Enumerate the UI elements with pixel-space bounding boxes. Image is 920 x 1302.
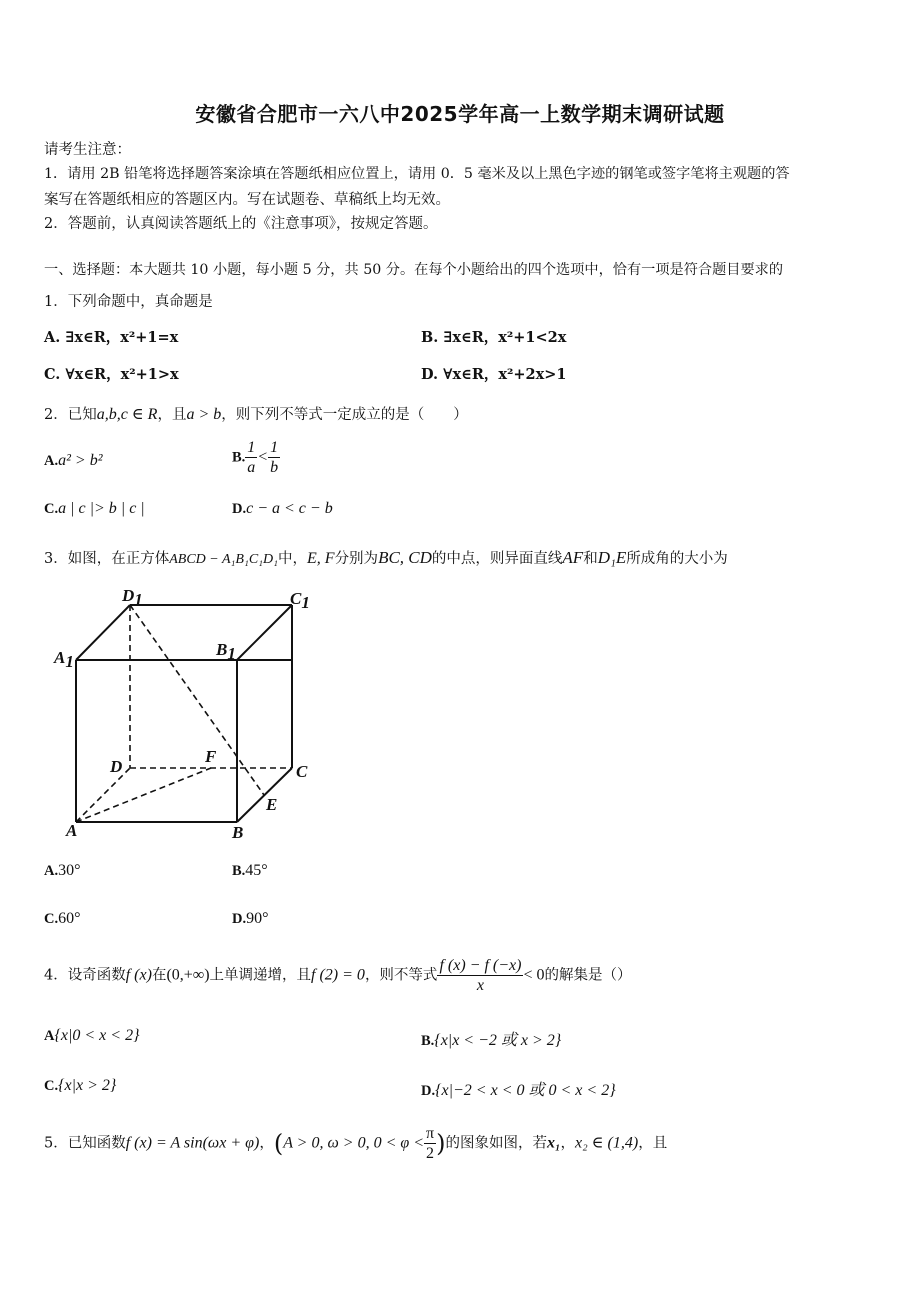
q5-pi-over-2: $\frac{\pi}{2}$: [426, 1125, 435, 1162]
q5-stem: 5．已知函数f (x) = A sin(ωx + φ)，(A > 0, ω > 0, 0 < φ < $\frac{\pi}{2}$ )的图象如图，若x₁，x₂ ∈ (1,4)，且: [44, 1125, 668, 1162]
q2-option-b-op: <: [257, 448, 269, 466]
notice-heading: 请考生注意：: [44, 142, 131, 158]
edge-a1d1: [76, 605, 130, 660]
q4-stem: 4．设奇函数f (x)在(0,+∞)上单调递增，且f (2) = 0，则不等式 $\frac{f (x) - f (-x)}{x}$ < 0的解集是（）: [44, 957, 632, 994]
q2-option-c-label: C.: [44, 501, 59, 517]
q2-option-d-text: c − a < c − b: [246, 500, 333, 517]
q2-stem: [44, 403, 468, 424]
label-d: D: [110, 757, 123, 776]
q2-stem-a: 2．已知: [44, 407, 97, 423]
label-b: B: [232, 823, 244, 842]
edge-ad: [76, 768, 130, 822]
q2-option-a-label: A.: [44, 453, 59, 469]
q3-option-d: D.90°: [232, 910, 269, 927]
notice-line-1b: 案写在答题纸相应的答题区内。写在试题卷、草稿纸上均无效。: [44, 192, 450, 208]
q2-stem-b: ，且: [157, 407, 187, 423]
q2-option-c: [44, 500, 145, 518]
q2-vars: a,b,c ∈ R: [96, 406, 158, 423]
label-f: F: [205, 747, 217, 766]
segment-af: [76, 768, 211, 822]
q4-fraction: $\frac{f (x) - f (-x)}{x}$: [439, 957, 522, 994]
q1-option-b: B. ∃x∈R，x²+1<2x: [421, 329, 567, 346]
q1-option-d: D. ∀x∈R，x²+2x>1: [421, 366, 567, 383]
q2-stem-c: ，则下列不等式一定成立的是（ ）: [221, 407, 468, 423]
q4-option-b: B.{x|x < −2 或 x > 2}: [421, 1032, 562, 1049]
q2-option-b-frac2: $\frac{1}{b}$: [270, 439, 279, 476]
q2-option-c-text: a | c |> b | c |: [58, 500, 145, 517]
q2-option-b: [232, 438, 280, 477]
page-title: 安徽省合肥市一六八中2025学年高一上数学期末调研试题: [195, 102, 725, 126]
label-e: E: [266, 795, 278, 814]
label-d1: D1: [122, 586, 143, 609]
q2-option-a: [44, 452, 103, 470]
notice-line-1a: 1．请用 2B 铅笔将选择题答案涂填在答题纸相应位置上，请用 0．5 毫米及以上黑色字迹的钢笔或签字笔将主观题的答: [44, 166, 790, 182]
q3-stem: 3．如图，在正方体ABCD − A₁B₁C₁D₁中，E, F分别为BC, CD的中点，则异面直线AF和D₁E所成角的大小为: [44, 548, 728, 567]
label-a1: A1: [54, 648, 74, 671]
q2-option-d-label: D.: [232, 501, 247, 517]
notice-line-2: 2．答题前，认真阅读答题纸上的《注意事项》，按规定答题。: [44, 216, 438, 232]
q2-option-b-frac1: $\frac{1}{a}$: [247, 439, 256, 476]
section-heading: 一、选择题：本大题共 10 小题，每小题 5 分，共 50 分。在每个小题给出的四个选项中，恰有一项是符合题目要求的: [44, 262, 784, 278]
q2-cond: a > b: [186, 406, 222, 423]
q4-option-d: D.{x|−2 < x < 0 或 0 < x < 2}: [421, 1082, 616, 1099]
cube-figure: [40, 580, 330, 845]
segment-d1e: [130, 605, 264, 795]
edge-b1c1: [237, 605, 292, 660]
q4-option-c: C.{x|x > 2}: [44, 1077, 117, 1094]
q4-option-a: A{x|0 < x < 2}: [44, 1027, 140, 1044]
q1-stem: 1．下列命题中，真命题是: [44, 294, 213, 310]
q3-option-c: C.60°: [44, 910, 81, 927]
q2-option-b-label: B.: [232, 449, 246, 466]
label-c: C: [296, 762, 308, 781]
q3-option-a: A.30°: [44, 862, 81, 879]
q3-option-b: B.45°: [232, 862, 268, 879]
label-a: A: [66, 821, 78, 840]
q1-option-a: A. ∃x∈R，x²+1=x: [44, 329, 179, 346]
q2-option-a-text: a² > b²: [58, 452, 103, 469]
edge-bc: [237, 768, 292, 822]
q1-option-c: C. ∀x∈R，x²+1>x: [44, 366, 179, 383]
q2-option-d: [232, 500, 333, 518]
label-b1: B1: [216, 640, 236, 663]
label-c1: C1: [290, 589, 310, 612]
